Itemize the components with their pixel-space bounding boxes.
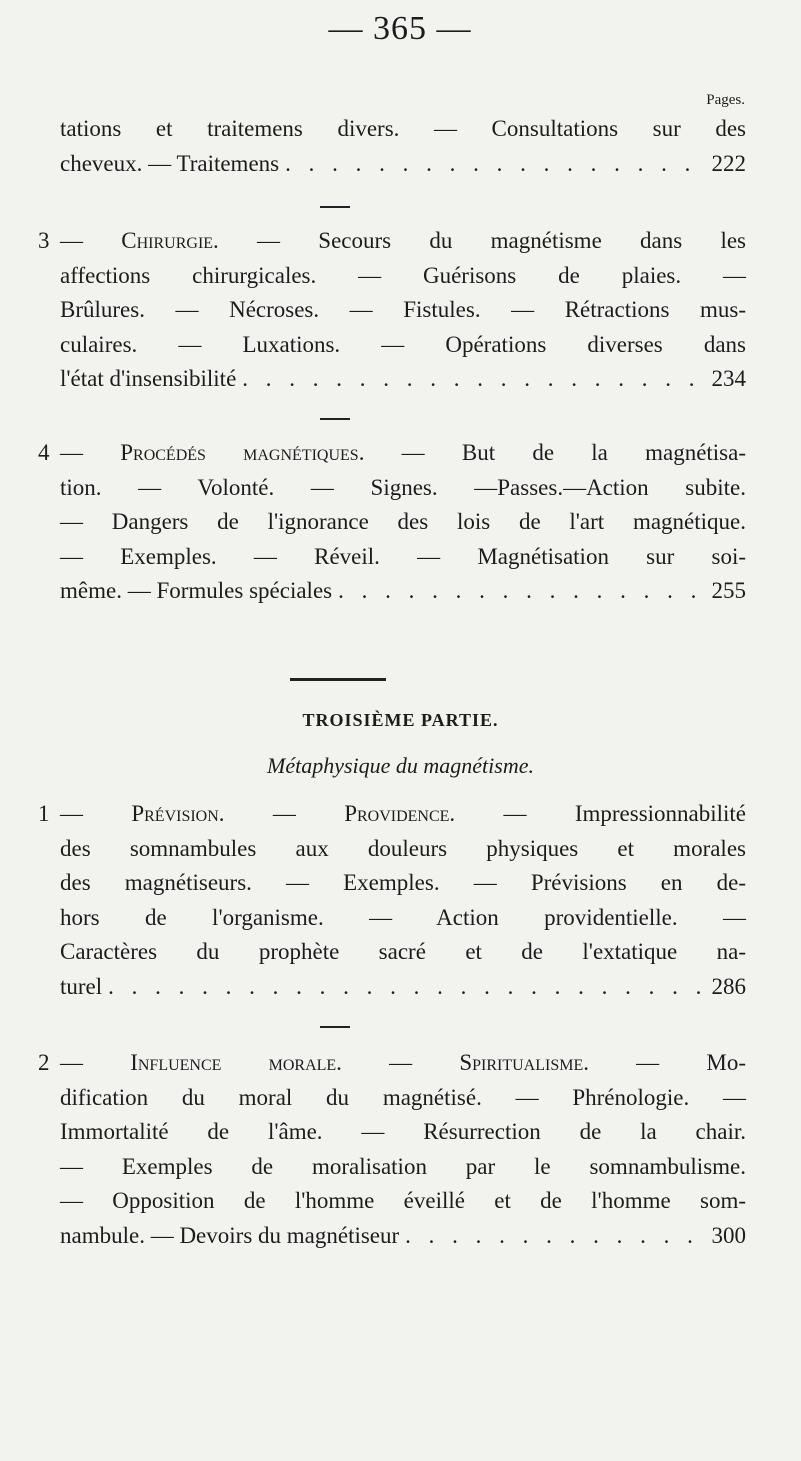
page-ref: 286 <box>711 973 746 999</box>
toc-entry-line: — Influence morale. — Spiritualisme. — Mo- <box>60 1050 746 1075</box>
entry-number: 3 <box>38 228 50 253</box>
toc-entry-procedes <box>38 436 747 609</box>
toc-entry-line: tations et traitemens divers. — Consultations sur des <box>60 116 746 141</box>
part-separator-rule <box>290 678 386 681</box>
toc-entry-continued <box>60 112 746 181</box>
toc-entry-line: turel . . . 286 <box>60 970 746 1005</box>
entry-heading: Providence. <box>344 801 456 826</box>
toc-entry-line: cheveux. — Traitemens . . . 222 <box>60 147 746 182</box>
toc-entry-line: des somnambules aux douleurs physiques et morales <box>60 835 746 861</box>
toc-entry-line: même. — Formules spéciales . . . 255 <box>60 574 746 609</box>
page-ref: 234 <box>711 366 746 391</box>
part-subtitle: Métaphysique du magnétisme. <box>267 753 534 778</box>
part-title: TROISIÈME PARTIE. <box>302 710 499 730</box>
leader-dots <box>236 362 703 397</box>
toc-entry-line: — Procédés magnétiques. — But de la magnétisa- <box>60 440 747 465</box>
toc-entry-line: tion. — Volonté. — Signes. —Passes.—Action subite. <box>60 474 746 500</box>
toc-entry-line: — Dangers de l'ignorance des lois de l'art magnétique. <box>60 509 746 534</box>
toc-entry-line: l'état d'insensibilité . . . 234 <box>60 362 746 397</box>
leader-dots <box>332 574 703 609</box>
toc-entry-line: culaires. — Luxations. — Opérations diverses dans <box>60 331 746 357</box>
toc-entry-line: nambule. — Devoirs du magnétiseur . . . 300 <box>60 1219 746 1254</box>
separator-rule <box>320 206 350 208</box>
page-ref: 255 <box>711 578 746 603</box>
toc-entry-line: affections chirurgicales. — Guérisons de plaies. — <box>60 262 746 288</box>
entry-heading: Spiritualisme. <box>459 1050 589 1075</box>
pages-column-label: Pages. <box>706 92 745 108</box>
entry-heading: Prévision. <box>131 801 225 826</box>
toc-entry-line: Immortalité de l'âme. — Résurrection de la chair. <box>60 1119 746 1144</box>
toc-entry-prevision <box>38 797 747 1004</box>
separator-rule <box>320 1026 350 1028</box>
toc-entry-line: — Exemples de moralisation par le somnambulisme. <box>60 1153 746 1179</box>
toc-entry-line: — Opposition de l'homme éveillé et de l'homme som- <box>60 1188 746 1213</box>
entry-number: 4 <box>38 440 50 465</box>
toc-entry-line: — Exemples. — Réveil. — Magnétisation sur soi- <box>60 543 746 569</box>
toc-entry-line: hors de l'organisme. — Action providentielle. — <box>60 904 746 930</box>
entry-heading: Influence morale. <box>130 1050 342 1075</box>
toc-entry-line: — Chirurgie. — Secours du magnétisme dans les <box>60 228 747 253</box>
page-ref: 222 <box>711 150 746 176</box>
entry-number: 1 <box>38 801 50 826</box>
toc-entry-line: — Prévision. — Providence. — Impressionnabilité <box>60 801 747 826</box>
leader-dots <box>399 1219 703 1254</box>
entry-heading: Chirurgie. <box>121 228 219 253</box>
toc-entry-line: des magnétiseurs. — Exemples. — Prévisions en de- <box>60 870 746 895</box>
entry-number: 2 <box>38 1050 50 1075</box>
page-ref: 300 <box>711 1222 746 1248</box>
toc-entry-line: Caractères du prophète sacré et de l'extatique na- <box>60 939 746 964</box>
toc-entry-line: Brûlures. — Nécroses. — Fistules. — Rétractions mus- <box>60 297 746 322</box>
entry-heading: Procédés magnétiques. <box>120 440 365 465</box>
toc-entry-line: dification du moral du magnétisé. — Phrénologie. — <box>60 1084 746 1110</box>
toc-entry-chirurgie <box>38 224 747 397</box>
toc-entry-influence-morale <box>38 1046 746 1253</box>
leader-dots <box>279 147 703 182</box>
page-number: — 365 — <box>328 10 472 47</box>
leader-dots <box>102 970 703 1005</box>
separator-rule <box>320 418 350 420</box>
